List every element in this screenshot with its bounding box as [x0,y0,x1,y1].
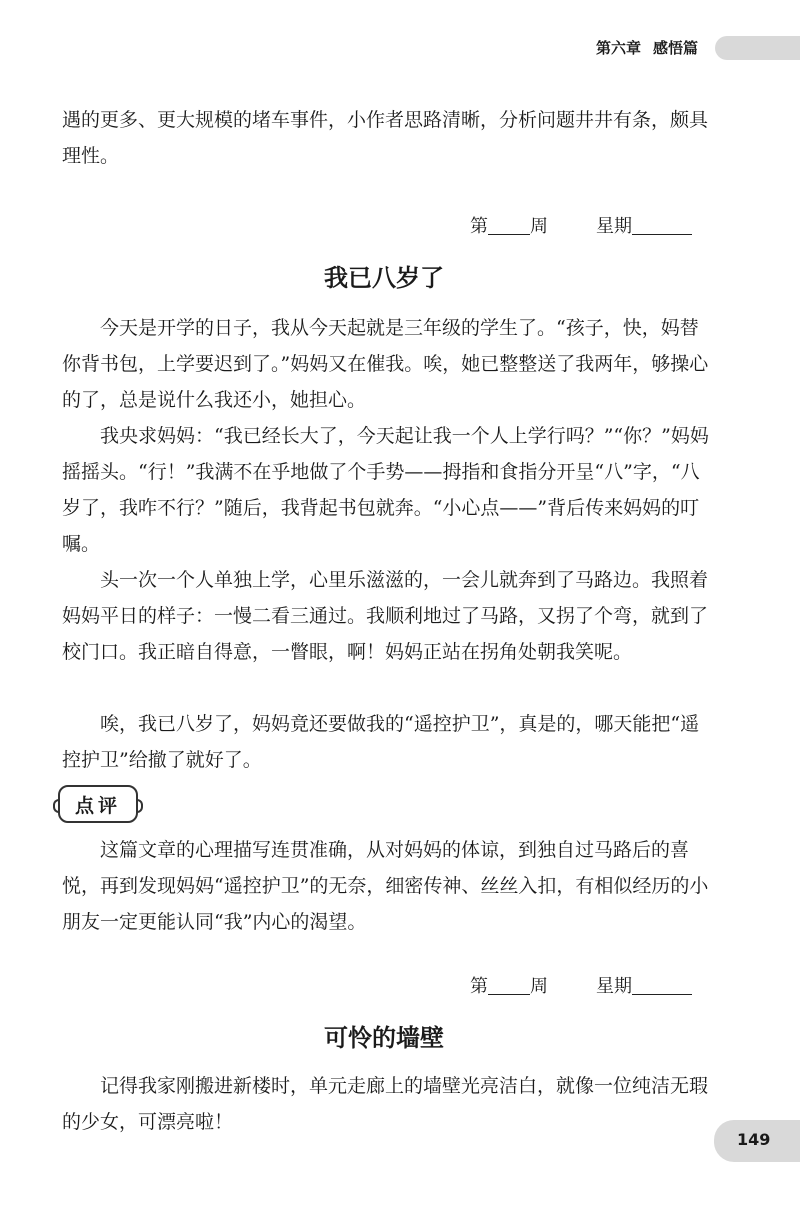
chapter-label: 第六章 [596,39,642,57]
running-header [596,37,698,58]
comment-badge: 点评 [58,785,138,823]
weekday-label: 星期 [596,976,632,997]
week-line-1 [470,212,710,238]
weekday-blank [632,976,692,995]
week-suffix: 周 [530,976,548,997]
section-label: 感悟篇 [653,39,699,57]
page-number: 149 [737,1130,771,1149]
week-line-2 [470,972,710,998]
article1-paragraph-1: 今天是开学的日子，我从今天起就是三年级的学生了。“孩子，快，妈替你背书包，上学要迟到了。”妈妈又在催我。唉，她已整整送了我两年，够操心的了，总是说什么我还小，她担心。 [62,317,709,411]
article2-paragraph-1: 记得我家刚搬进新楼时，单元走廊上的墙壁光亮洁白，就像一位纯洁无瑕的少女，可漂亮啦！ [62,1075,709,1133]
week-label: 第 [470,976,488,997]
week-blank [488,216,530,235]
weekday-label: 星期 [596,216,632,237]
intro-paragraph: 遇的更多、更大规模的堵车事件，小作者思路清晰，分析问题井井有条，颇具理性。 [62,109,709,167]
article1-paragraph-3: 头一次一个人单独上学，心里乐滋滋的，一会儿就奔到了马路边。我照着妈妈平日的样子：一慢二看三通过。我顺利地过了马路，又拐了个弯，就到了校门口。我正暗自得意，一瞥眼，啊！妈妈正站在拐角处朝我笑呢。 [62,569,709,663]
week-suffix: 周 [530,216,548,237]
header-tab-decoration [715,36,800,60]
article-title-1: 我已八岁了 [324,264,444,292]
article1-paragraph-4: 唉，我已八岁了，妈妈竟还要做我的“遥控护卫”，真是的，哪天能把“遥控护卫”给撤了就好了。 [62,713,700,771]
week-blank [488,976,530,995]
comment-paragraph: 这篇文章的心理描写连贯准确，从对妈妈的体谅，到独自过马路后的喜悦，再到发现妈妈“遥控护卫”的无奈，细密传神、丝丝入扣，有相似经历的小朋友一定更能认同“我”内心的渴望。 [62,839,709,933]
article1-paragraph-2: 我央求妈妈：“我已经长大了，今天起让我一个人上学行吗？”“你？”妈妈摇摇头。“行！”我满不在乎地做了个手势——拇指和食指分开呈“八”字，“八岁了，我咋不行？”随后，我背起书包就奔。“小心点——”背后传来妈妈的叮嘱。 [62,425,709,555]
weekday-blank [632,216,692,235]
article-title-2: 可怜的墙壁 [324,1024,444,1052]
week-label: 第 [470,216,488,237]
